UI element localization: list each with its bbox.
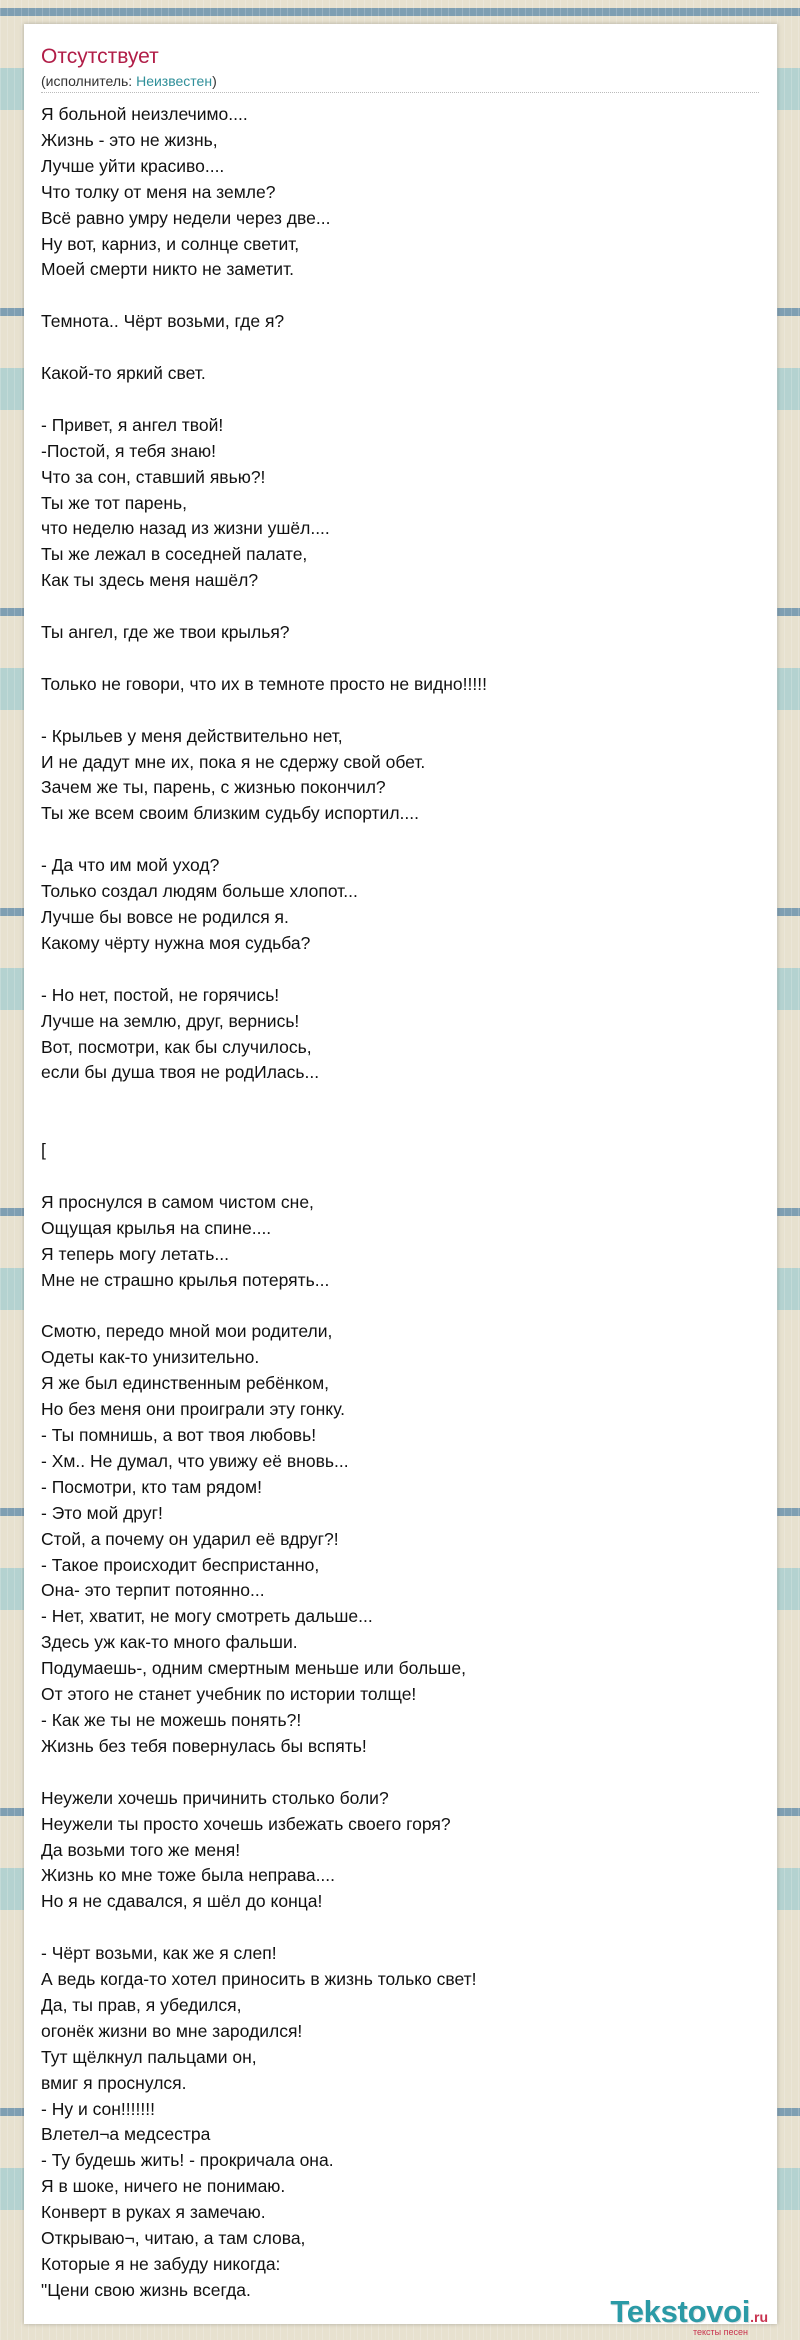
lyric-line — [41, 1086, 761, 1112]
logo-tld: .ru — [750, 2309, 768, 2325]
lyric-line: "Цени свою жизнь всегда. — [41, 2279, 251, 2300]
lyric-line: - Нет, хватит, не могу смотреть дальше... — [41, 1606, 373, 1627]
lyric-line: - Ну и сон!!!!!!! — [41, 2098, 155, 2119]
artist-line — [41, 72, 217, 90]
lyric-line: Которые я не забуду никогда: — [41, 2254, 281, 2274]
lyric-line — [41, 1112, 761, 1138]
lyric-line: Ты же тот парень, — [41, 492, 188, 513]
logo-wordmark — [610, 2296, 768, 2328]
lyric-line — [41, 387, 761, 413]
lyric-line: - Посмотри, кто там рядом! — [41, 1476, 262, 1497]
lyric-line: Ну вот, карниз, и солнце светит, — [41, 233, 300, 254]
lyric-line — [41, 594, 761, 620]
lyrics-card — [24, 24, 777, 2324]
lyric-line: Лучше уйти красиво.... — [41, 155, 225, 176]
song-title: Отсутствует — [41, 45, 159, 68]
lyric-line: - Как же ты не можешь понять?! — [41, 1710, 302, 1730]
lyric-line: Только создал людям больше хлопот... — [41, 881, 358, 902]
lyric-line — [41, 698, 761, 724]
lyric-line: Конверт в руках я замечаю. — [41, 2202, 266, 2223]
lyric-line: Вот, посмотри, как бы случилось, — [41, 1036, 312, 1057]
lyric-line: Жизнь ко мне тоже была неправа.... — [41, 1865, 336, 1886]
lyric-line: - Это мой друг! — [41, 1502, 163, 1523]
lyric-line: -Постой, я тебя знаю! — [41, 440, 217, 461]
lyric-line: если бы душа твоя не родИлась... — [41, 1062, 320, 1083]
lyric-line: Открываю¬, читаю, а там слова, — [41, 2228, 306, 2249]
lyric-line — [41, 1915, 761, 1941]
lyric-line: Я больной неизлечимо.... — [41, 104, 248, 124]
lyric-line: Да возьми того же меня! — [41, 1839, 241, 1860]
lyric-line: Что за сон, ставший явью?! — [41, 466, 266, 487]
artist-prefix: (исполнитель: — [41, 73, 137, 89]
lyric-line: Что толку от меня на земле? — [41, 181, 276, 202]
lyric-line: Одеты как-то унизительно. — [41, 1347, 260, 1368]
lyric-line: Но я не сдавался, я шёл до конца! — [41, 1891, 323, 1912]
lyric-line: Мне не страшно крылья потерять... — [41, 1269, 330, 1290]
lyric-line: От этого не станет учебник по истории толще! — [41, 1684, 417, 1705]
lyric-line: вмиг я проснулся. — [41, 2072, 187, 2093]
lyric-line: Как ты здесь меня нашёл? — [41, 570, 259, 591]
lyric-line: Я в шоке, ничего не понимаю. — [41, 2176, 286, 2197]
lyric-line: Какой-то яркий свет. — [41, 363, 206, 384]
lyric-line: Стой, а почему он ударил её вдруг?! — [41, 1528, 339, 1549]
lyric-line: Я теперь могу летать... — [41, 1243, 229, 1264]
lyric-line: Она- это терпит потоянно... — [41, 1580, 265, 1601]
lyric-line — [41, 646, 761, 672]
lyric-line: Какому чёрту нужна моя судьба? — [41, 932, 311, 953]
site-logo[interactable] — [610, 2296, 768, 2337]
lyric-line: Ты же лежал в соседней палате, — [41, 544, 308, 565]
lyric-line: Лучше бы вовсе не родился я. — [41, 906, 289, 927]
lyric-line: что неделю назад из жизни ушёл.... — [41, 518, 330, 539]
lyric-line: [ — [41, 1140, 46, 1161]
lyric-line: - Ту будешь жить! - прокричала она. — [41, 2150, 334, 2171]
lyric-line: Зачем же ты, парень, с жизнью покончил? — [41, 777, 386, 798]
lyric-line: И не дадут мне их, пока я не сдержу свой обет. — [41, 751, 426, 772]
lyric-line — [41, 827, 761, 853]
lyric-line: Темнота.. Чёрт возьми, где я? — [41, 311, 285, 332]
lyric-line: Неужели хочешь причинить столько боли? — [41, 1787, 389, 1808]
lyric-line: Жизнь без тебя повернулась бы вспять! — [41, 1735, 367, 1756]
lyric-line: Да, ты прав, я убедился, — [41, 1994, 242, 2015]
artist-suffix: ) — [212, 73, 217, 89]
lyric-line: Неужели ты просто хочешь избежать своего горя? — [41, 1813, 451, 1834]
lyric-line: - Крыльев у меня действительно нет, — [41, 725, 343, 746]
artist-link[interactable]: Неизвестен — [136, 73, 213, 89]
lyric-line: Смотю, передо мной мои родители, — [41, 1321, 333, 1342]
lyric-line: - Хм.. Не думал, что увижу её вновь... — [41, 1450, 349, 1471]
lyric-line: Я же был единственным ребёнком, — [41, 1373, 330, 1394]
lyric-line: - Ты помнишь, а вот твоя любовь! — [41, 1425, 317, 1446]
lyric-line: Ощущая крылья на спине.... — [41, 1217, 272, 1238]
logo-tagline: тексты песен — [692, 2327, 748, 2337]
lyric-line: Моей смерти никто не заметит. — [41, 259, 295, 280]
lyric-line: - Но нет, постой, не горячись! — [41, 984, 280, 1005]
lyric-line — [41, 1294, 761, 1320]
lyric-line: Ты ангел, где же твои крылья? — [41, 622, 290, 643]
lyric-line — [41, 1164, 761, 1190]
lyric-line: Тут щёлкнул пальцами он, — [41, 2046, 257, 2067]
lyric-line: Лучше на землю, друг, вернись! — [41, 1010, 300, 1031]
lyric-line: Всё равно умру недели через две... — [41, 207, 331, 228]
lyric-line: - Привет, я ангел твой! — [41, 414, 224, 435]
lyric-line: - Да что им мой уход? — [41, 855, 220, 876]
lyric-line: А ведь когда-то хотел приносить в жизнь только свет! — [41, 1969, 477, 1990]
lyric-line: Ты же всем своим близким судьбу испортил.... — [41, 803, 419, 824]
lyric-line: - Такое происходит беспристанно, — [41, 1554, 320, 1575]
lyric-line: Влетел¬а медсестра — [41, 2124, 211, 2145]
lyric-line: Здесь уж как-то много фальши. — [41, 1632, 298, 1653]
lyrics-text — [41, 102, 761, 2304]
logo-brand: Tekstovoi — [610, 2294, 751, 2329]
lyric-line: - Чёрт возьми, как же я слеп! — [41, 1943, 277, 1964]
lyric-line — [41, 1760, 761, 1786]
lyric-line — [41, 283, 761, 309]
lyric-line: Жизнь - это не жизнь, — [41, 129, 218, 150]
lyric-line: Только не говори, что их в темноте просто не видно!!!!! — [41, 673, 487, 694]
lyric-line: огонёк жизни во мне зародился! — [41, 2020, 303, 2041]
lyric-line: Но без меня они проиграли эту гонку. — [41, 1399, 345, 1420]
title-divider — [41, 92, 759, 93]
lyric-line: Я проснулся в самом чистом сне, — [41, 1191, 314, 1212]
lyric-line: Подумаешь-, одним смертным меньше или больше, — [41, 1658, 466, 1679]
lyric-line — [41, 335, 761, 361]
lyric-line — [41, 957, 761, 983]
